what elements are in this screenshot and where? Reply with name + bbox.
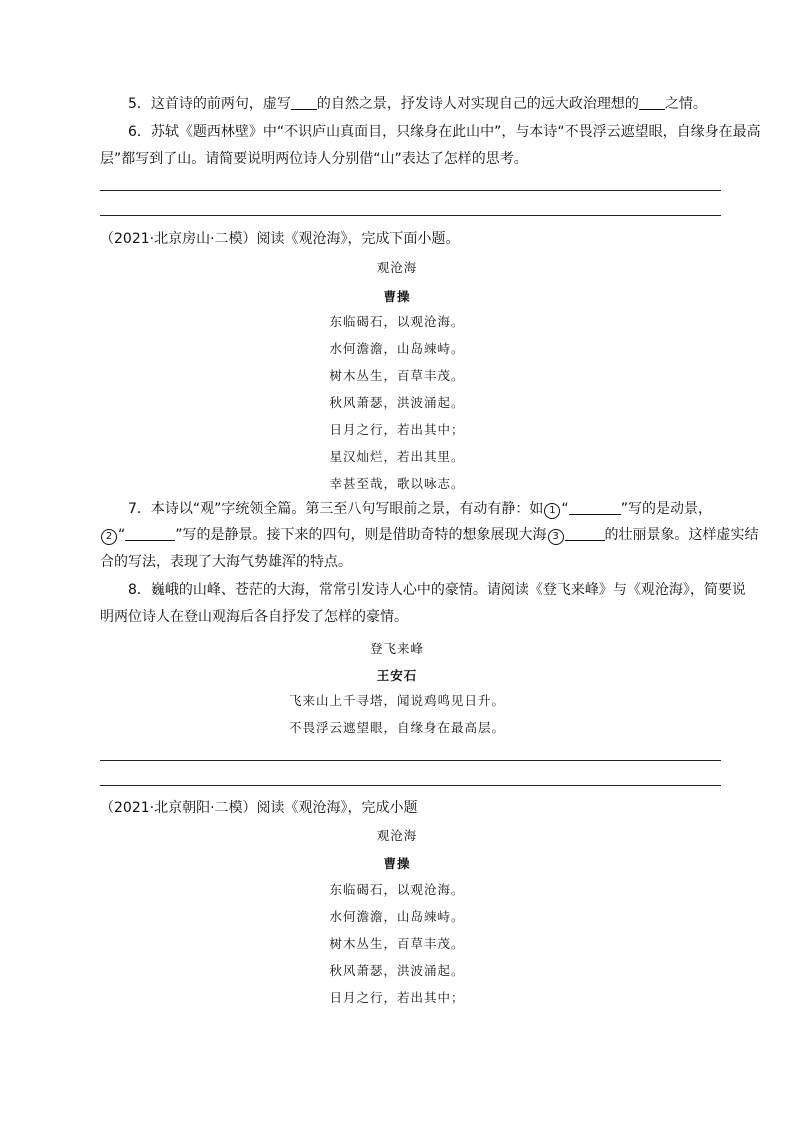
question-8-line-2: 明两位诗人在登山观海后各自抒发了怎样的豪情。: [100, 609, 408, 625]
poem-line: 飞来山上千寻塔，闻说鸡鸣见日升。: [288, 693, 505, 708]
answer-blank[interactable]: [125, 525, 175, 541]
poem-line: 不畏浮云遮望眼，自缘身在最高层。: [288, 720, 505, 735]
poem-author: 王安石: [376, 668, 418, 683]
question-6-line-1: 6．苏轼《题西林壁》中“不识庐山真面目，只缘身在此山中”，与本诗“不畏浮云遮望眼，自缘身在最高: [128, 124, 761, 140]
poem-line: 幸甚至哉，歌以咏志。: [329, 476, 465, 491]
poem-line: 日月之行，若出其中；: [329, 990, 465, 1005]
poem-line: 秋风萧瑟，洪波涌起。: [329, 963, 465, 978]
circled-number: 3: [548, 529, 564, 545]
poem-line: 树木丛生，百草丰茂。: [329, 368, 465, 383]
poem-line: 东临碣石，以观沧海。: [329, 882, 465, 897]
answer-blank[interactable]: [639, 94, 665, 110]
question-7-line-2: 2 “ ”写的是静景。接下来的四句，则是借助奇特的想象展现大海 3 的壮丽景象。这样虚实结: [100, 522, 730, 548]
question-7-line-3: 合的写法，表现了大海气势雄浑的特点。: [100, 554, 352, 570]
answer-line[interactable]: [100, 190, 721, 191]
question-7-line-1: 7．本诗以“观”字统领全篇。第三至八句写眼前之景，有动有静：如 1 “ ”写的是动景，: [128, 501, 712, 517]
poem-line: 秋风萧瑟，洪波涌起。: [329, 395, 465, 410]
question-5: 5．这首诗的前两句，虚写 的自然之景，抒发诗人对实现自己的远大政治理想的 之情。: [128, 96, 707, 112]
poem-title: 观沧海: [376, 260, 418, 275]
circled-number: 2: [101, 529, 117, 545]
question-8-line-1: 8．巍峨的山峰、苍茫的大海，常常引发诗人心中的豪情。请阅读《登飞来峰》与《观沧海》，简要说: [128, 582, 746, 598]
poem-title: 登飞来峰: [369, 641, 424, 656]
poem-line: 日月之行，若出其中；: [329, 422, 465, 437]
poem-author: 曹操: [383, 289, 411, 304]
poem-title: 观沧海: [376, 828, 418, 843]
answer-line[interactable]: [100, 760, 721, 761]
circled-number: 1: [544, 503, 560, 519]
question-6-line-2: 层”都写到了山。请简要说明两位诗人分别借“山”表达了怎样的思考。: [100, 151, 528, 167]
section-intro: （2021·北京房山·二模）阅读《观沧海》，完成下面小题。: [100, 231, 460, 247]
poem-line: 树木丛生，百草丰茂。: [329, 936, 465, 951]
poem-line: 东临碣石，以观沧海。: [329, 314, 465, 329]
poem-line: 水何澹澹，山岛竦峙。: [329, 909, 465, 924]
answer-line[interactable]: [100, 785, 721, 786]
answer-blank[interactable]: [569, 499, 621, 515]
section-intro: （2021·北京朝阳·二模）阅读《观沧海》，完成小题: [100, 800, 418, 816]
poem-line: 星汉灿烂，若出其里。: [329, 449, 465, 464]
poem-line: 水何澹澹，山岛竦峙。: [329, 341, 465, 356]
answer-line[interactable]: [100, 215, 721, 216]
answer-blank[interactable]: [291, 94, 317, 110]
poem-author: 曹操: [383, 856, 411, 871]
answer-blank[interactable]: [565, 525, 605, 541]
